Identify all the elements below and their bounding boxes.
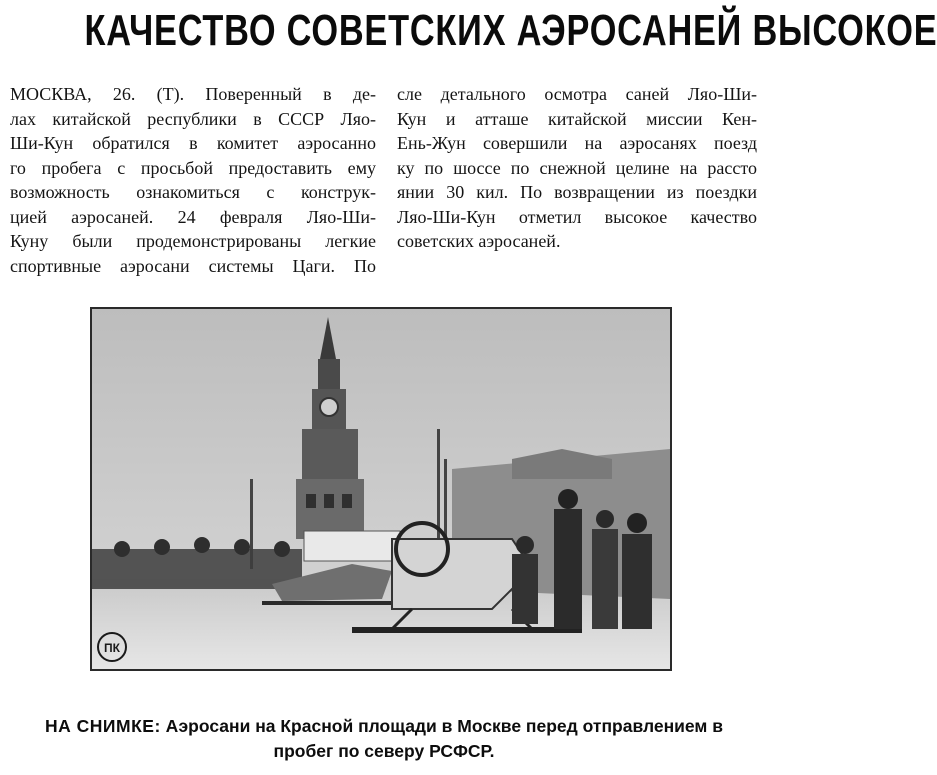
article-line: сле детального осмотра саней Ляо-Ши- — [397, 84, 757, 104]
headline: КАЧЕСТВО СОВЕТСКИХ АЭРОСАНЕЙ ВЫСОКОЕ — [84, 6, 937, 55]
photo-stamp: ПК — [104, 641, 120, 655]
article-column-left — [10, 82, 376, 278]
caption-text: Аэросани на Красной площади в Москве перед отправлением в — [165, 716, 723, 736]
article-line: спортивные аэросани системы Цаги. По — [10, 255, 376, 276]
photo-caption-line-2 — [0, 741, 768, 762]
article-line: янии 30 кил. По возвращении из поездки — [397, 182, 757, 202]
article-line: ку по шоссе по снежной целине на рассто — [397, 157, 757, 178]
article-line: Ляо-Ши-Кун отметил высокое качество — [397, 206, 757, 227]
article-line: Кун и атташе китайской миссии Кен- — [397, 108, 757, 129]
caption-text: пробег по северу РСФСР. — [273, 741, 495, 761]
article-line: го пробега с просьбой предоставить ему — [10, 157, 376, 178]
article-column-right — [397, 82, 757, 254]
article-line: возможность ознакомиться с конструк- — [10, 182, 376, 202]
article-line: Куну были продемонстрированы легкие — [10, 231, 376, 251]
article-line: лах китайской республики в СССР Ляо- — [10, 108, 376, 129]
photo-caption-line-1 — [0, 716, 768, 737]
article-line: Ши-Кун обратился в комитет аэросанно — [10, 133, 376, 153]
article-line: МОСКВА, 26. (Т). Поверенный в де- — [10, 84, 376, 104]
article-line: цией аэросаней. 24 февраля Ляо-Ши- — [10, 206, 376, 227]
news-photo — [90, 307, 672, 671]
article-line: Ень-Жун совершили на аэросанях поезд — [397, 133, 757, 153]
caption-lead: НА СНИМКЕ: — [45, 716, 161, 736]
article-line: советских аэросаней. — [397, 231, 561, 251]
